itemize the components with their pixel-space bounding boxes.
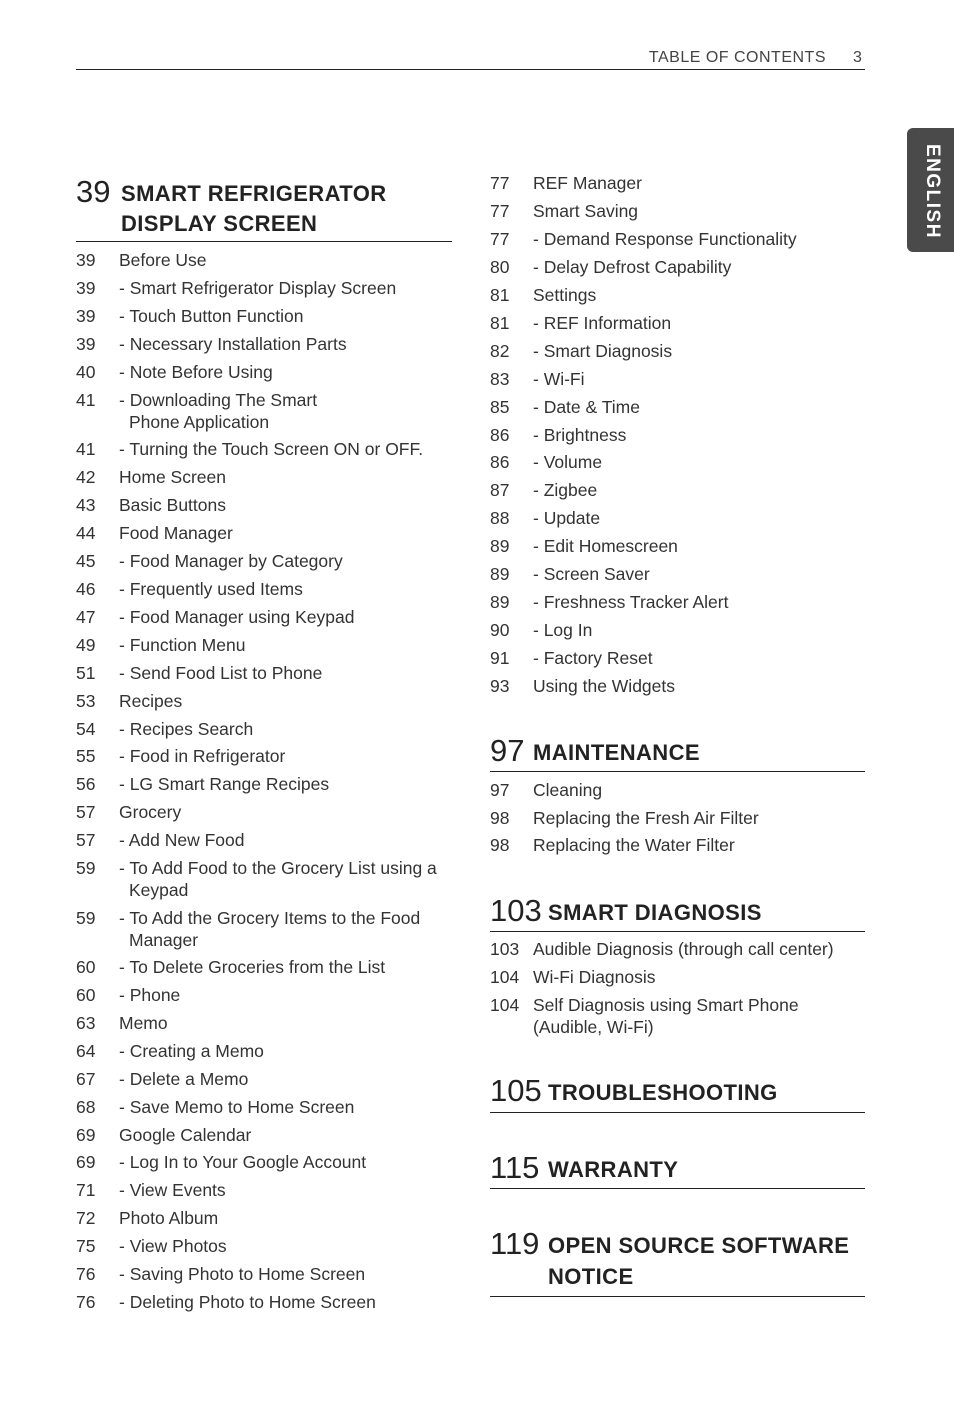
toc-entry-text: Memo <box>119 1013 168 1033</box>
section-title-line2: NOTICE <box>548 1264 634 1289</box>
toc-entry-text: - Delete a Memo <box>119 1069 249 1089</box>
toc-entry-text: - Log In to Your Google Account <box>119 1152 367 1172</box>
toc-entry-page: 89 <box>490 592 510 612</box>
toc-entry-text: Food Manager <box>119 523 233 543</box>
toc-entry-text: - Freshness Tracker Alert <box>533 592 729 612</box>
toc-entry-text: - To Add the Grocery Items to the Food Manager <box>119 908 421 950</box>
toc-entry-text: - Delay Defrost Capability <box>533 257 732 277</box>
toc-entry-text: - Smart Diagnosis <box>533 341 673 361</box>
toc-entry-page: 77 <box>490 201 510 221</box>
toc-entry-page: 98 <box>490 808 510 828</box>
toc-entry-text: - LG Smart Range Recipes <box>119 774 330 794</box>
section-rule <box>490 1296 865 1297</box>
running-header: TABLE OF CONTENTS <box>648 49 826 66</box>
toc-entry-text: Cleaning <box>533 780 603 800</box>
section-number: 97 <box>490 733 525 768</box>
toc-entry-page: 57 <box>76 830 96 850</box>
toc-entry-page: 71 <box>76 1180 96 1200</box>
toc-entry-text: - Food Manager by Category <box>119 551 343 571</box>
section-title: WARRANTY <box>548 1157 679 1182</box>
toc-entry-text: - Smart Refrigerator Display Screen <box>119 278 397 298</box>
toc-entry-page: 39 <box>76 306 96 326</box>
language-tab <box>907 128 954 252</box>
toc-entry-page: 41 <box>76 439 96 459</box>
toc-entry-page: 46 <box>76 579 96 599</box>
toc-entry-page: 98 <box>490 835 510 855</box>
toc-entry-page: 39 <box>76 250 96 270</box>
toc-entry-page: 39 <box>76 278 96 298</box>
toc-entry-page: 49 <box>76 635 96 655</box>
toc-entry-page: 69 <box>76 1125 96 1145</box>
toc-entry-page: 57 <box>76 802 96 822</box>
header-rule <box>76 69 865 70</box>
toc-entry-page: 103 <box>490 939 520 959</box>
toc-entry-text: - Zigbee <box>533 480 598 500</box>
section-number: 119 <box>490 1226 540 1261</box>
section-title: TROUBLESHOOTING <box>548 1080 778 1105</box>
toc-entry-text: - Log In <box>533 620 593 640</box>
toc-entry-text: Grocery <box>119 802 182 822</box>
toc-entry-page: 54 <box>76 719 96 739</box>
toc-entry-page: 55 <box>76 746 96 766</box>
toc-entry-text: - Downloading The Smart Phone Application <box>119 390 318 432</box>
toc-entry-page: 89 <box>490 564 510 584</box>
toc-entry-text: Smart Saving <box>533 201 639 221</box>
toc-entry-text: Photo Album <box>119 1208 219 1228</box>
toc-entry-page: 89 <box>490 536 510 556</box>
toc-entry-text: - Brightness <box>533 425 627 445</box>
toc-entry-page: 40 <box>76 362 96 382</box>
toc-entry-text: Replacing the Water Filter <box>533 835 735 855</box>
toc-entry-text: Using the Widgets <box>533 676 676 696</box>
toc-entry-text: Basic Buttons <box>119 495 226 515</box>
toc-entry-page: 44 <box>76 523 96 543</box>
toc-entry-text: - Factory Reset <box>533 648 653 668</box>
section-heading-smart-refrigerator-display <box>76 176 452 243</box>
section-number: 105 <box>490 1073 542 1108</box>
toc-entry-page: 41 <box>76 390 96 410</box>
toc-entry-text: - Food Manager using Keypad <box>119 607 355 627</box>
toc-entry-page: 77 <box>490 173 510 193</box>
section-title-line1: OPEN SOURCE SOFTWARE <box>548 1233 850 1258</box>
section-rule <box>490 771 865 772</box>
toc-entry-text: - Date & Time <box>533 397 640 417</box>
toc-entry-page: 67 <box>76 1069 96 1089</box>
toc-entry-page: 80 <box>490 257 510 277</box>
toc-entry-page: 59 <box>76 908 96 928</box>
toc-entry-text: - Function Menu <box>119 635 246 655</box>
section-rule <box>490 931 865 932</box>
toc-entry-text: Recipes <box>119 691 183 711</box>
toc-entry-text: - Recipes Search <box>119 719 254 739</box>
toc-entry-page: 85 <box>490 397 510 417</box>
toc-entry-text: - REF Information <box>533 313 672 333</box>
toc-entry-text: - Add New Food <box>119 830 245 850</box>
toc-entry-page: 83 <box>490 369 510 389</box>
toc-entry-page: 87 <box>490 480 510 500</box>
toc-entry-text: Settings <box>533 285 597 305</box>
toc-entry-text: - Edit Homescreen <box>533 536 678 556</box>
section-heading-smart-diagnosis <box>490 895 865 933</box>
toc-entry-page: 47 <box>76 607 96 627</box>
toc-entry-text: - Demand Response Functionality <box>533 229 797 249</box>
toc-entry-page: 72 <box>76 1208 96 1228</box>
toc-entry-text: - To Add Food to the Grocery List using a Keypad <box>119 858 437 900</box>
toc-entry-text: - View Photos <box>119 1236 227 1256</box>
toc-entry-page: 60 <box>76 985 96 1005</box>
toc-entry-text: - Phone <box>119 985 181 1005</box>
toc-entry-page: 60 <box>76 957 96 977</box>
toc-entry-page: 86 <box>490 425 510 445</box>
toc-entry-page: 64 <box>76 1041 96 1061</box>
toc-entry-page: 75 <box>76 1236 96 1256</box>
toc-entry-text: - Note Before Using <box>119 362 273 382</box>
toc-entry-text: - Food in Refrigerator <box>119 746 286 766</box>
section-heading-open-source-notice <box>490 1228 865 1298</box>
toc-entry-page: 51 <box>76 663 96 683</box>
section-heading-warranty <box>490 1152 865 1190</box>
toc-entry-page: 93 <box>490 676 510 696</box>
toc-entry-text: - Touch Button Function <box>119 306 304 326</box>
toc-entry-page: 76 <box>76 1292 96 1312</box>
toc-entry-text: - Save Memo to Home Screen <box>119 1097 355 1117</box>
toc-entry-text: Self Diagnosis using Smart Phone (Audible, Wi-Fi) <box>533 995 799 1037</box>
section-number: 115 <box>490 1150 540 1185</box>
toc-entry-text: Audible Diagnosis (through call center) <box>533 939 834 959</box>
toc-entry-page: 90 <box>490 620 510 640</box>
toc-entry-text: - Creating a Memo <box>119 1041 264 1061</box>
toc-entry-page: 91 <box>490 648 510 668</box>
toc-entry-page: 104 <box>490 995 520 1015</box>
toc-entry-page: 76 <box>76 1264 96 1284</box>
toc-entry-page: 43 <box>76 495 96 515</box>
toc-entry-text: Before Use <box>119 250 207 270</box>
toc-entry-page: 59 <box>76 858 96 878</box>
section-title: SMART DIAGNOSIS <box>548 900 762 925</box>
section-heading-maintenance <box>490 735 865 773</box>
toc-entry-page: 45 <box>76 551 96 571</box>
toc-entry-page: 68 <box>76 1097 96 1117</box>
toc-entry-page: 97 <box>490 780 510 800</box>
toc-entry-text: - Turning the Touch Screen ON or OFF. <box>119 439 424 459</box>
section-rule <box>490 1112 865 1113</box>
toc-entry-page: 104 <box>490 967 520 987</box>
toc-entry-page: 56 <box>76 774 96 794</box>
toc-entry-text: - Wi-Fi <box>533 369 585 389</box>
section-title-line1: SMART REFRIGERATOR <box>121 181 387 206</box>
toc-entry-page: 53 <box>76 691 96 711</box>
section-rule <box>490 1188 865 1189</box>
toc-entry-text: - Volume <box>533 452 603 472</box>
toc-entry-text: - View Events <box>119 1180 226 1200</box>
toc-entry-page: 82 <box>490 341 510 361</box>
toc-entry-text: - Send Food List to Phone <box>119 663 323 683</box>
toc-entry-text: - Screen Saver <box>533 564 650 584</box>
section-rule <box>76 241 452 242</box>
section-title: MAINTENANCE <box>533 740 700 765</box>
toc-entry-page: 88 <box>490 508 510 528</box>
section-title-line2: DISPLAY SCREEN <box>121 211 318 236</box>
toc-entry-page: 81 <box>490 313 510 333</box>
toc-entry-text: - Saving Photo to Home Screen <box>119 1264 366 1284</box>
section-number: 103 <box>490 893 542 928</box>
toc-entry-text: - Frequently used Items <box>119 579 303 599</box>
toc-entry-page: 63 <box>76 1013 96 1033</box>
toc-entry-text: REF Manager <box>533 173 642 193</box>
toc-entry-page: 39 <box>76 334 96 354</box>
toc-entry-text: - Deleting Photo to Home Screen <box>119 1292 376 1312</box>
toc-entry-page: 69 <box>76 1152 96 1172</box>
section-number: 39 <box>76 174 111 209</box>
toc-entry-page: 77 <box>490 229 510 249</box>
toc-entry-page: 81 <box>490 285 510 305</box>
page-number: 3 <box>853 49 862 66</box>
toc-entry-text: Home Screen <box>119 467 226 487</box>
toc-entry-text: - Necessary Installation Parts <box>119 334 347 354</box>
toc-entry-page: 86 <box>490 452 510 472</box>
toc-entry-text: Google Calendar <box>119 1125 252 1145</box>
toc-entry-text: - To Delete Groceries from the List <box>119 957 386 977</box>
toc-entry-text: Replacing the Fresh Air Filter <box>533 808 759 828</box>
toc-entry-text: Wi-Fi Diagnosis <box>533 967 656 987</box>
language-tab-label: ENGLISH <box>922 144 943 239</box>
section-heading-troubleshooting <box>490 1075 865 1113</box>
toc-entry-page: 42 <box>76 467 96 487</box>
toc-entry-text: - Update <box>533 508 601 528</box>
